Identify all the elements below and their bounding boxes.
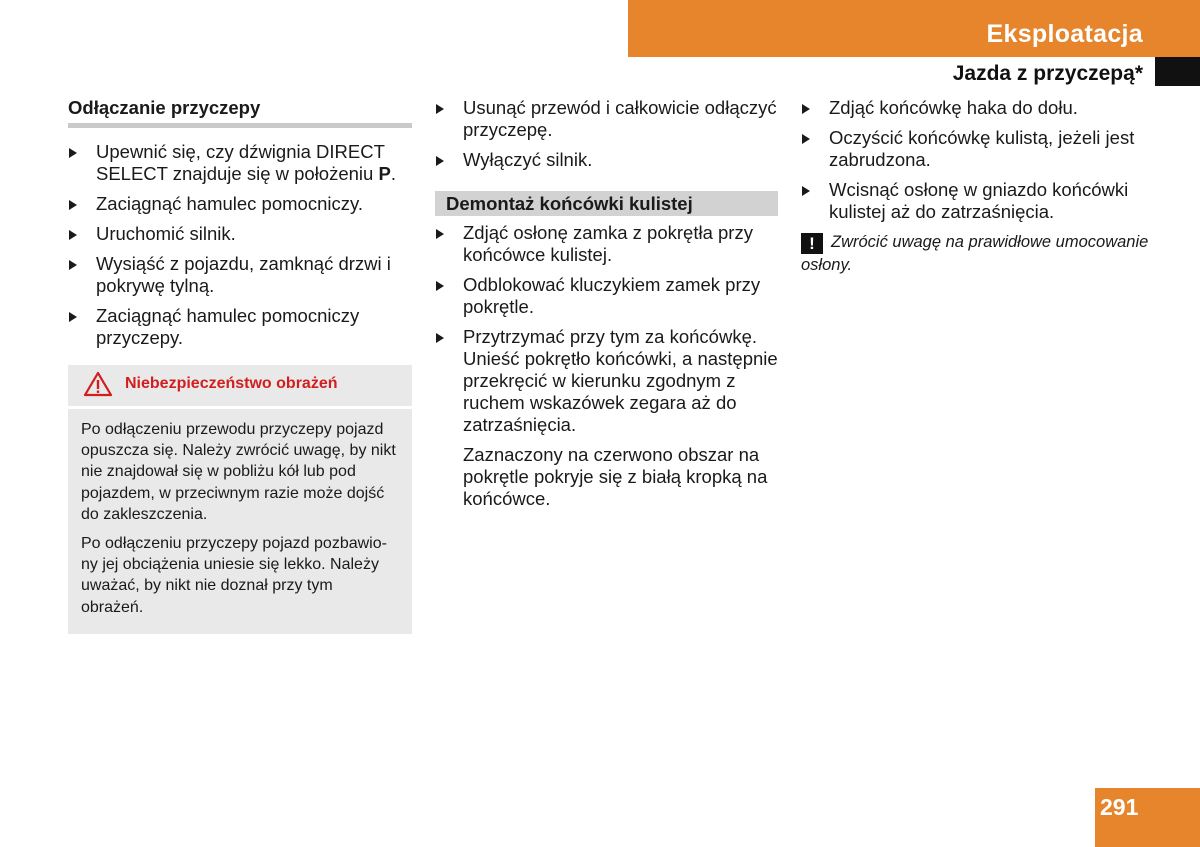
step-text: Usunąć przewód i całkowicie odłączyć przyczepę. bbox=[463, 97, 777, 140]
bullet-icon bbox=[802, 104, 810, 114]
list-item bbox=[68, 305, 412, 349]
heading-odlaczanie: Odłączanie przyczepy bbox=[68, 97, 412, 128]
bullet-icon bbox=[436, 104, 444, 114]
section-marker bbox=[1155, 57, 1200, 86]
bullet-icon bbox=[436, 281, 444, 291]
list-item bbox=[435, 97, 778, 141]
steps-list bbox=[68, 141, 412, 349]
list-item bbox=[435, 326, 778, 436]
bullet-icon bbox=[802, 186, 810, 196]
danger-header bbox=[68, 365, 412, 409]
step-text: Wcisnąć osłonę w gniazdo końcówki kulistej aż do zatrzaśnięcia. bbox=[829, 179, 1129, 222]
column-left bbox=[68, 97, 412, 634]
list-item bbox=[435, 149, 778, 171]
section-title: Jazda z przyczepą* bbox=[952, 62, 1143, 85]
column-right bbox=[801, 97, 1151, 276]
list-item bbox=[68, 141, 412, 185]
bullet-icon bbox=[69, 200, 77, 210]
bullet-icon bbox=[802, 134, 810, 144]
bullet-icon bbox=[69, 312, 77, 322]
step-text: Wyłączyć silnik. bbox=[463, 149, 593, 170]
note-text: Zwrócić uwagę na prawidłowe umocowanie osłony. bbox=[801, 233, 1149, 274]
bullet-icon bbox=[436, 156, 444, 166]
step-text: Wysiąść z pojazdu, zamknąć drzwi i pokrywę tylną. bbox=[96, 253, 391, 296]
warning-triangle-icon bbox=[83, 371, 113, 397]
danger-warning-box bbox=[68, 365, 412, 634]
bullet-icon bbox=[69, 148, 77, 158]
bullet-icon bbox=[436, 229, 444, 239]
column-middle bbox=[435, 97, 778, 510]
step-text: Zdjąć końcówkę haka do dołu. bbox=[829, 97, 1078, 118]
steps-list bbox=[435, 222, 778, 436]
step-text: Przytrzymać przy tym za końcówkę. Unieść pokrętło końcówki, a następnie przekręcić w kierunku zgodnym z ruchem wskazówek zegara aż do zatrzaśnięcia. bbox=[463, 326, 778, 435]
list-item bbox=[68, 223, 412, 245]
step-text: Zdjąć osłonę zamka z pokrętła przy końcówce kulistej. bbox=[463, 222, 753, 265]
list-item bbox=[68, 253, 412, 297]
danger-paragraph: Po odłączeniu przewodu przyczepy pojazd opuszcza się. Należy zwrócić uwagę, by nikt nie znajdował się w pobliżu kół lub pod pojazdem, w przeciwnym razie może dojść do zakleszczenia. bbox=[81, 421, 396, 523]
list-item bbox=[801, 97, 1151, 119]
step-text-end: . bbox=[390, 163, 396, 184]
list-item bbox=[435, 274, 778, 318]
steps-list bbox=[801, 97, 1151, 223]
heading-demontaz: Demontaż końcówki kulistej bbox=[435, 191, 778, 216]
info-paragraph: Zaznaczony na czerwono obszar na pokrętle pokryje się z białą kropką na końcówce. bbox=[463, 444, 768, 509]
page-number-box bbox=[1095, 788, 1200, 847]
step-text: Oczyścić końcówkę kulistą, jeżeli jest zabrudzona. bbox=[829, 127, 1135, 170]
chapter-header-bar bbox=[628, 0, 1200, 57]
chapter-title: Eksploatacja bbox=[986, 20, 1143, 48]
step-text: Zaciągnąć hamulec pomocniczy. bbox=[96, 193, 364, 214]
bullet-icon bbox=[436, 333, 444, 343]
exclamation-icon: ! bbox=[801, 233, 823, 254]
step-text: Upewnić się, czy dźwignia DIRECT SELECT znajduje się w położeniu bbox=[96, 141, 385, 184]
page-number: 291 bbox=[1100, 794, 1139, 820]
danger-title: Niebezpieczeństwo obrażeń bbox=[125, 375, 338, 392]
bullet-icon bbox=[69, 260, 77, 270]
gear-position: P bbox=[378, 163, 391, 184]
danger-paragraph: Po odłączeniu przyczepy pojazd pozbawio-ny jej obciążenia uniesie się lekko. Należy uważać, by nikt nie doznał przy tym obrażeń. bbox=[81, 535, 387, 616]
step-text: Odblokować kluczykiem zamek przy pokrętle. bbox=[463, 274, 761, 317]
note bbox=[801, 231, 1151, 276]
step-text: Uruchomić silnik. bbox=[96, 223, 236, 244]
list-item bbox=[68, 193, 412, 215]
steps-list-top bbox=[435, 97, 778, 171]
list-item bbox=[435, 222, 778, 266]
bullet-icon bbox=[69, 230, 77, 240]
list-item bbox=[801, 127, 1151, 171]
list-item bbox=[801, 179, 1151, 223]
step-text: Zaciągnąć hamulec pomocniczy przyczepy. bbox=[96, 305, 360, 348]
